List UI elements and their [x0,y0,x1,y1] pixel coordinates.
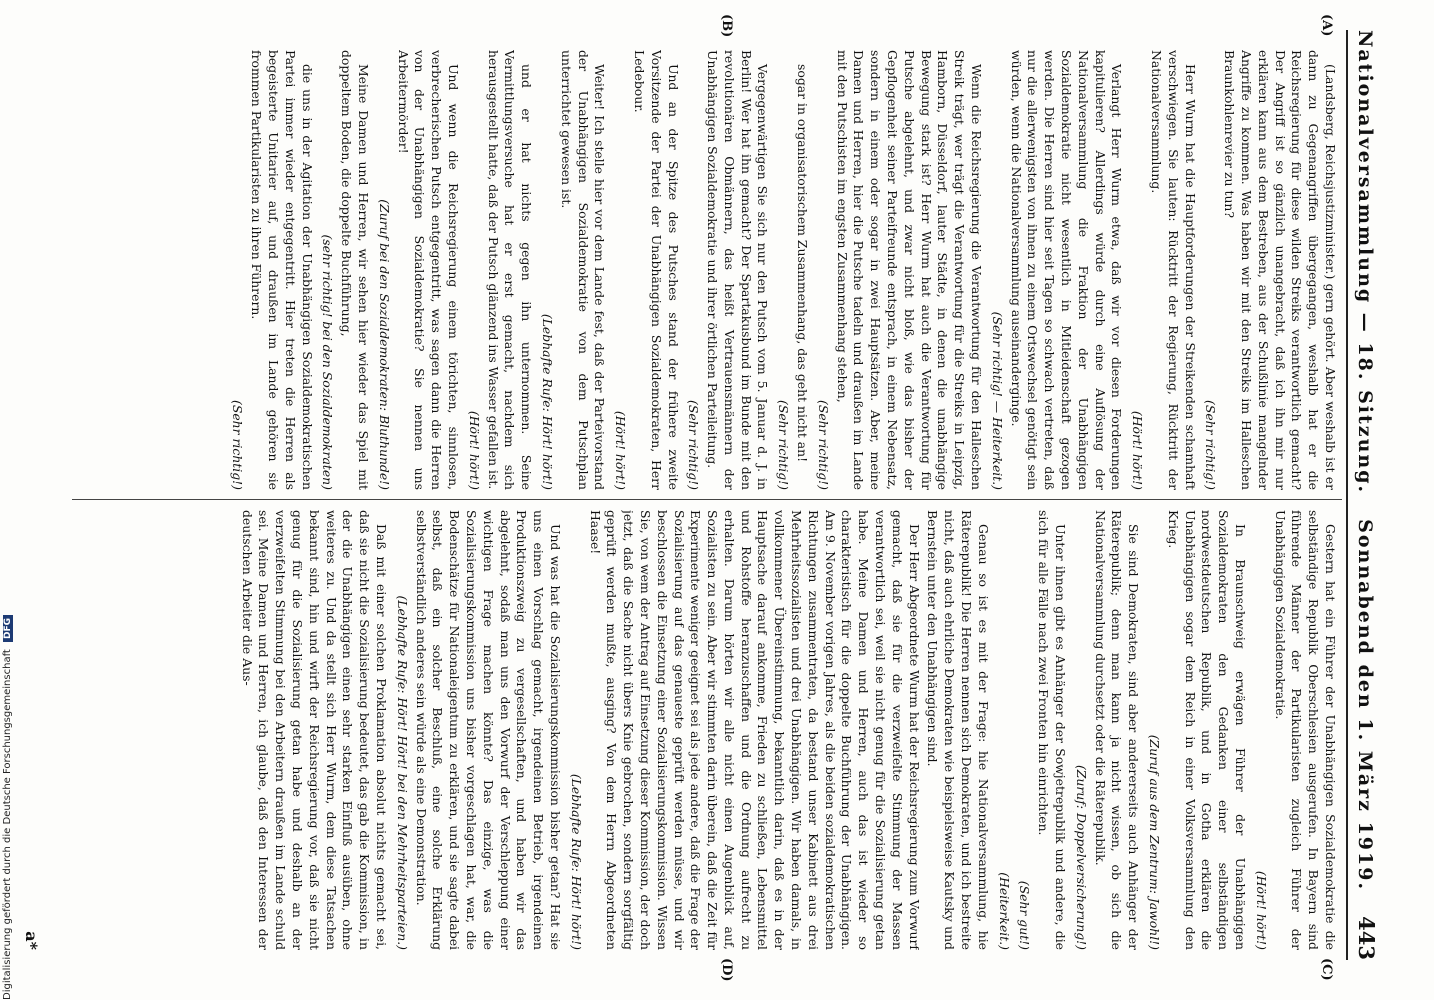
interjection: (Sehr richtig!) [776,400,792,490]
paragraph: die uns in der Agitation der Unabhängigen Sozialdemokratischen Partei immer wieder entgegentritt. Hier treten die Herren als begeisterte Unitarier auf, und draußen im Lande gehören sie frommen Partikularisten zu ihren Führern. [249,50,315,490]
dfg-logo: DFG [3,615,13,642]
margin-marker-c: (C) [1319,958,1334,981]
interjection: (Hört! hört!) [1130,410,1146,490]
interjection: (Heiterkeit.) [996,872,1012,950]
interjection: (Sehr richtig!) [686,400,702,490]
paragraph: Herr Wurm hat die Hauptforderungen der Streikenden schamhaft verschwiegen. Sie lauten: Rücktritt der Regierung, Rücktritt der Nationalversammlung. [1149,50,1198,490]
header-date: Sonnabend den 1. März 1919. [1354,519,1376,892]
interjection: (Sehr richtig! — Heiterkeit.) [989,311,1005,490]
paragraph: Daß mit einer solchen Proklamation absolut nichts gemacht sei, daß sie nicht die Sozialisierung bedeutet, das gab die Kommission, in der die Unabhängigen einen sehr starken Einfluß ausüben, ohne weiteres zu. Und da stellt sich Herr Wurm, dem diese Tatsachen bekannt sind, hin und wirft der Reichsregierung vor, daß sie nicht genug für die Sozialisierung getan habe und deshalb an der verzweifelten Stimmung bei den Arbeitern draußen im Lande schuld sei. Meine Damen und Herren, ich glaube, daß den Interessen der deutschen Arbeiter die Aus- [239,510,389,950]
interjection: (Sehr richtig!) [1203,400,1219,490]
margin-marker-d: (D) [719,958,734,982]
paragraph: (Landsberg, Reichsjustizminister.) gern gehört. Aber weshalb ist er dann zu Gegenangriffen übergegangen, weshalb hat er die Reichsregierung für diese wilden Streiks verantwortlich gemacht? Der Angriff ist so gänzlich unangebracht, daß ich ihn mir nur erklären kann aus dem Bestreben, aus der Schußlinie mangelnder Angriffe zu kommen. Was haben wir mit den Streiks im Halleschen Braunkohlenrevier zu tun? [1222,50,1338,490]
page-header [1346,30,1404,960]
interjection: (Hört! hört!) [1253,870,1269,950]
interjection: (Sehr gut!) [1017,880,1033,950]
interjection: (Zuruf bei den Sozialdemokraten: Bluthunde!) [376,199,392,490]
paragraph: und er hat nichts gegen ihn unternommen. Seine Vermittlungsversuche hat er erst gemacht, nachdem sich herausgestellt hatte, daß der Putsch glänzend ins Wasser gefallen ist. [485,50,535,490]
column-divider [72,499,1342,500]
paragraph: Und an der Spitze des Putsches stand der frühere zweite Vorsitzende der Partei der Unabhängigen Sozialdemokraten, Herr Ledebour. [631,50,681,490]
paragraph: Und was hat die Sozialisierungskommission bisher getan? Hat sie uns einen Vorschlag gemacht, irgendeinen Betrieb, irgendeinen Produktionszweig zu vergesellschaften, und haben wir das abgelehnt, sodaß man uns den Vorwurf der Verschleppung einer wichtigen Frage machen könnte? Das einzige, was die Sozialisierungskommission uns bisher vorgeschlagen hat, war, die Bodenschätze für Nationaleigentum zu erklären, und sie sagte dabei selbst, daß ein solcher Beschluß, eine solche Erklärung selbstverständlich anderes sein würde als eine Demonstration. [413,510,563,950]
header-title: Nationalversammlung — 18. Sitzung. [1354,30,1376,495]
interjection: (Lebhafte Rufe: Hört! hört!) [568,773,584,950]
interjection: (Sehr richtig!) [230,400,246,490]
paragraph: Gestern hat ein Führer der Unabhängigen Sozialdemokratie die selbständige Republik Oberschlesien ausgerufen. In Bayern sind führende Männer der Partikularisten zugleich Führer der Unabhängigen Sozialdemokratie. [1272,510,1338,950]
interjection: (sehr richtig! bei den Sozialdemokraten) [320,234,336,490]
paragraph: Unter ihnen gibt es Anhänger der Sowjetrepublik und andere, die sich für alle Fälle nach zwei Fronten hin einrichten. [1036,510,1069,950]
paragraph: sogar in organisatorischem Zusammenhang, das geht nicht an! [795,64,811,463]
side-credit [2,0,16,1000]
interjection: (Zuruf: Doppelversicherung!) [1073,764,1089,950]
margin-marker-b: (B) [719,14,734,38]
paragraph: Und wenn die Reichsregierung einem törichten, sinnlosen, verbrecherischen Putsch entgegentritt, was sagen dann die Herren von der Unabhängigen Sozialdemokratie? Sie nennen uns Arbeitermörder! [395,50,461,490]
left-text-column [78,50,1338,490]
paragraph: Sie sind Demokraten, sind aber andererseits auch Anhänger der Räterepublik; denn man kann ja nicht wissen, ob sich die Nationalversammlung durchsetzt oder die Räterepublik. [1092,510,1142,950]
interjection: (Hört! hört!) [466,410,482,490]
paragraph: Wenn die Reichsregierung die Verantwortung für den Halleschen Streik trägt, wer trägt die Verantwortung für die Streiks in Leipzig, Hamborn, Düsseldorf, lauter Städte, in denen die unabhängige Bewegung stark ist? Herr Wurm hat auch die Verantwortung für Putsche abgelehnt, und zwar nicht bloß, wie das bisher der Gepflogenheit seiner Parteifreunde entsprach, in einem Nebensatz, sondern in einem oder sogar in zwei Hauptsätzen. Aber, meine Damen und Herren, hier die Putsche tadeln und draußen im Lande mit den Putschisten im engsten Zusammenhang stehen, [834,50,985,490]
paragraph: Genau so ist es mit der Frage: hie Nationalversammlung, hie Räterepublik! Die Herren nennen sich Demokraten, und ich bestreite nicht, daß auch ehrliche Demokraten wie beispielsweise Kautsky und Bernstein unter den Unabhängigen sind. [925,510,991,950]
interjection: (Hört! hört!) [613,410,629,490]
interjection: (Zuruf aus dem Zentrum: Jawohl!) [1147,734,1163,950]
paragraph: In Braunschweig erwägen Führer der Unabhängigen Sozialdemokraten den Gedanken einer selbständigen nordwestdeutschen Republik, und in Gotha erklären die Unabhängigen sogar dem Reich in einer Volksversammlung den Krieg. [1165,510,1249,950]
paragraph: Meine Damen und Herren, wir sehen hier wieder das Spiel mit doppeltem Boden, die doppelte Buchführung, [339,50,371,490]
digitization-credit: Digitalisierung gefördert durch die Deutsche Forschungsgemeinschaft [2,649,13,1000]
interjection: (Sehr richtig!) [815,400,831,490]
page-number: 443 [1354,916,1379,960]
paragraph: Weiter! Ich stelle hier vor dem Lande fest, daß der Parteivorstand der Unabhängigen Sozialdemokratie von dem Putschplan unterrichtet gewesen ist. [558,50,608,490]
paragraph: Vergegenwärtigen Sie sich nur den Putsch vom 5. Januar d. J. in Berlin! Wer hat ihn gemacht? Der Spartakusbund im Bunde mit den revolutionären Obmännern, das heißt Vertrauensmännern der Unabhängigen Sozialdemokratie und ihrer örtlichen Parteileitung. [705,50,771,490]
signature-mark: a* [22,931,41,950]
margin-marker-a: (A) [1319,14,1334,37]
paragraph: Verlangt Herr Wurm etwa, daß wir vor diesen Forderungen kapitulieren? Allerdings würde durch eine Auflösung der Nationalversammlung die Fraktion der Unabhängigen Sozialdemokratie nicht wesentlich in Mitleidenschaft gezogen werden. Die Herren sind hier seit Tagen so schwach vertreten, daß nur die allerwenigsten von ihnen zu einem Ortswechsel genötigt sein würden, wenn die Nationalversammlung auseinanderginge. [1008,50,1125,490]
paragraph: Der Herr Abgeordnete Wurm hat der Reichsregierung zum Vorwurf gemacht, daß sie für die verzweifelte Stimmung der Massen verantwortlich sei, weil sie nicht genug für die Sozialisierung getan habe. Meine Damen und Herren, auch das ist wieder so charakteristisch für die doppelte Buchführung der Unabhängigen. Am 9. November vorigen Jahres, als die beiden sozialdemokratischen Richtungen zusammentraten, da bestand unser Kabinett aus drei Mehrheitssozialisten und drei Unabhängigen. Wir haben damals, in vollkommener Übereinstimmung, bekanntlich darin, daß es in der Hauptsache darauf ankomme, Frieden zu schließen, Lebensmittel und Rohstoffe heranzuschaffen und die Ordnung aufrecht zu erhalten. Darum hörten wir alle nicht einen Augenblick auf, Sozialisten zu sein. Aber wir stimmten darin überein, daß die Zeit für Experimente weniger geeignet sei als jede andere, daß die Frage der Sozialisierung auf das genaueste geprüft werden müsse, und wir beschlossen die Einsetzung einer Sozialisierungskommission. Wissen Sie, von wem der Antrag auf Einsetzung dieser Kommission, der doch jetzt, daß die Sache nicht übers Knie gebrochen, sondern sorgfältig geprüft werden mußte, ausging? Von dem Herrn Abgeordneten Haase! [587,510,922,950]
right-text-column [78,510,1338,950]
interjection: (Lebhafte Rufe: Hört! hört!) [539,313,555,490]
interjection: (Lebhafte Rufe: Hört! Hört! bei den Mehrheitsparteien.) [394,595,410,950]
